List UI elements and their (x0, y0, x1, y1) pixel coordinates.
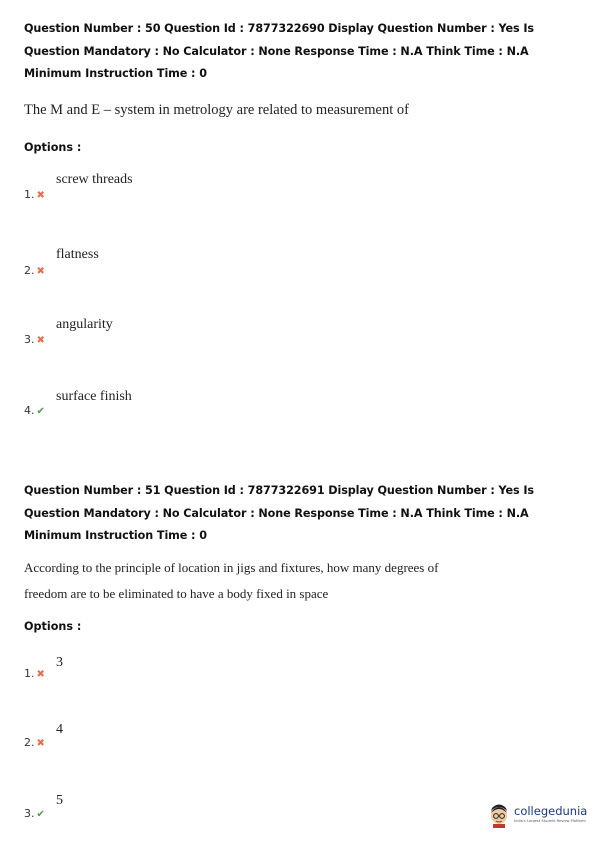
option-number: 3. (24, 333, 35, 346)
option-text: 3 (56, 655, 63, 670)
cross-icon: ✖ (36, 335, 45, 346)
cross-icon: ✖ (36, 738, 45, 749)
option-text: angularity (56, 317, 113, 332)
brand-name: collegedunia (514, 804, 588, 818)
brand-tagline: India's Largest Student Review Platform (514, 819, 586, 823)
option-text: flatness (56, 247, 99, 262)
collegedunia-logo (488, 800, 588, 834)
option-50-2 (24, 247, 424, 287)
question-50-stem (24, 97, 584, 123)
cross-icon: ✖ (36, 266, 45, 277)
option-number: 2. (24, 264, 35, 277)
option-50-3 (24, 317, 424, 357)
question-meta-text: Question Number : 50 Question Id : 7877322690 Display Question Number : Yes Is Question Mandatory : No Calculator : None Response Time : N.A Think Time : N.A Minimum Instruction Time : 0 (24, 22, 534, 80)
option-number: 1. (24, 667, 35, 680)
stem-line: The M and E – system in metrology are related to measurement of (24, 102, 409, 118)
option-number: 1. (24, 188, 35, 201)
option-50-4 (24, 389, 424, 429)
check-icon: ✔ (36, 406, 45, 417)
option-text: screw threads (56, 172, 133, 187)
question-50-meta (24, 18, 584, 86)
option-text: 4 (56, 722, 63, 737)
student-mascot-icon (488, 802, 510, 828)
option-number: 2. (24, 736, 35, 749)
option-text: 5 (56, 793, 63, 808)
option-51-1 (24, 655, 424, 695)
option-51-3 (24, 793, 424, 833)
cross-icon: ✖ (36, 669, 45, 680)
question-51-stem (24, 555, 584, 607)
question-meta-text: Question Number : 51 Question Id : 7877322691 Display Question Number : Yes Is Question Mandatory : No Calculator : None Response Time : N.A Think Time : N.A Minimum Instruction Time : 0 (24, 484, 534, 542)
stem-line: freedom are to be eliminated to have a body fixed in space (24, 586, 329, 601)
option-number: 3. (24, 807, 35, 820)
option-51-2 (24, 722, 424, 762)
option-50-1 (24, 172, 424, 212)
cross-icon: ✖ (36, 190, 45, 201)
options-label: Options : (24, 141, 82, 154)
option-text: surface finish (56, 389, 132, 404)
question-51-meta (24, 480, 584, 548)
check-icon: ✔ (36, 809, 45, 820)
stem-line: According to the principle of location in jigs and fixtures, how many degrees of (24, 560, 439, 575)
options-label: Options : (24, 620, 82, 633)
option-number: 4. (24, 404, 35, 417)
